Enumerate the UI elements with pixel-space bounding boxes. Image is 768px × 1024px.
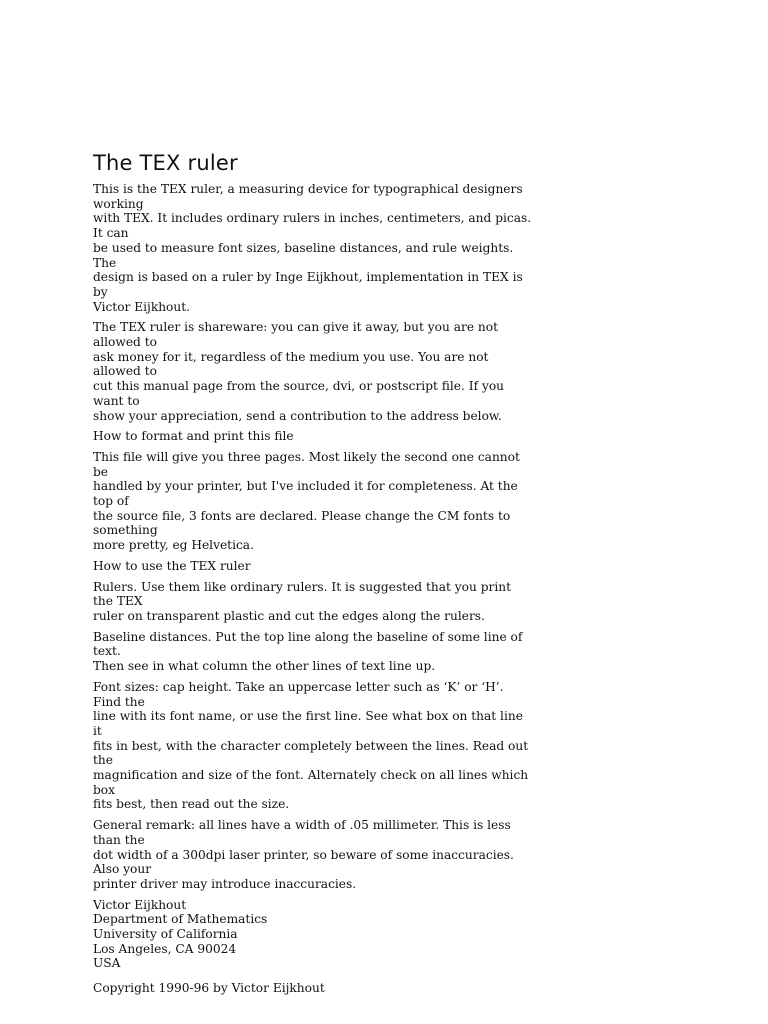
format-heading: How to format and print this file [93, 429, 294, 444]
baseline-paragraph: Baseline distances. Put the top line along the baseline of some line of text. Then see in what column the other lines of text line up. [93, 629, 523, 674]
intro-paragraph-2: The TEX ruler is shareware: you can give it away, but you are not allowed to ask money for it, regardless of the medium you use. You are not allowed to cut this manual page from the source, dvi, or postscript file. If you want to show your appreciation, send a contribution to the address below. [93, 320, 505, 423]
general-remark-paragraph: General remark: all lines have a width of .05 millimeter. This is less than the dot width of a 300dpi laser printer, so beware of some inaccuracies. Also your printer driver may introduce inaccuracies. [93, 818, 514, 891]
copyright-notice: Copyright 1990-96 by Victor Eijkhout [93, 981, 325, 996]
format-paragraph: This file will give you three pages. Most likely the second one cannot be handled by your printer, but I've included it for completeness. At the top of the source file, 3 fonts are declared. Please change the CM fonts to something more pretty, eg Helvetica. [93, 449, 520, 553]
document-title: The TEX ruler [93, 151, 238, 175]
font-sizes-paragraph: Font sizes: cap height. Take an uppercase letter such as ‘K’ or ‘H’. Find the line with its font name, or use the first line. See what box on that line it fits in best, with the character completely between the lines. Read out the magnification and size of the font. Alternately check on all lines which box fits best, then read out the size. [93, 679, 529, 812]
author-address: Victor Eijkhout Department of Mathematics University of California Los Angeles, CA 90024 USA [93, 897, 268, 971]
document-page [93, 150, 533, 996]
use-heading: How to use the TEX ruler [93, 558, 251, 573]
intro-paragraph-1: This is the TEX ruler, a measuring device for typographical designers working with TEX. It includes ordinary rulers in inches, centimeters, and picas. It can be used to measure font sizes, baseline distances, and rule weights. The design is based on a ruler by Inge Eijkhout, implementation in TEX is by Victor Eijkhout. [93, 182, 532, 314]
rulers-paragraph: Rulers. Use them like ordinary rulers. It is suggested that you print the TEX ruler on transparent plastic and cut the edges along the rulers. [93, 579, 511, 623]
